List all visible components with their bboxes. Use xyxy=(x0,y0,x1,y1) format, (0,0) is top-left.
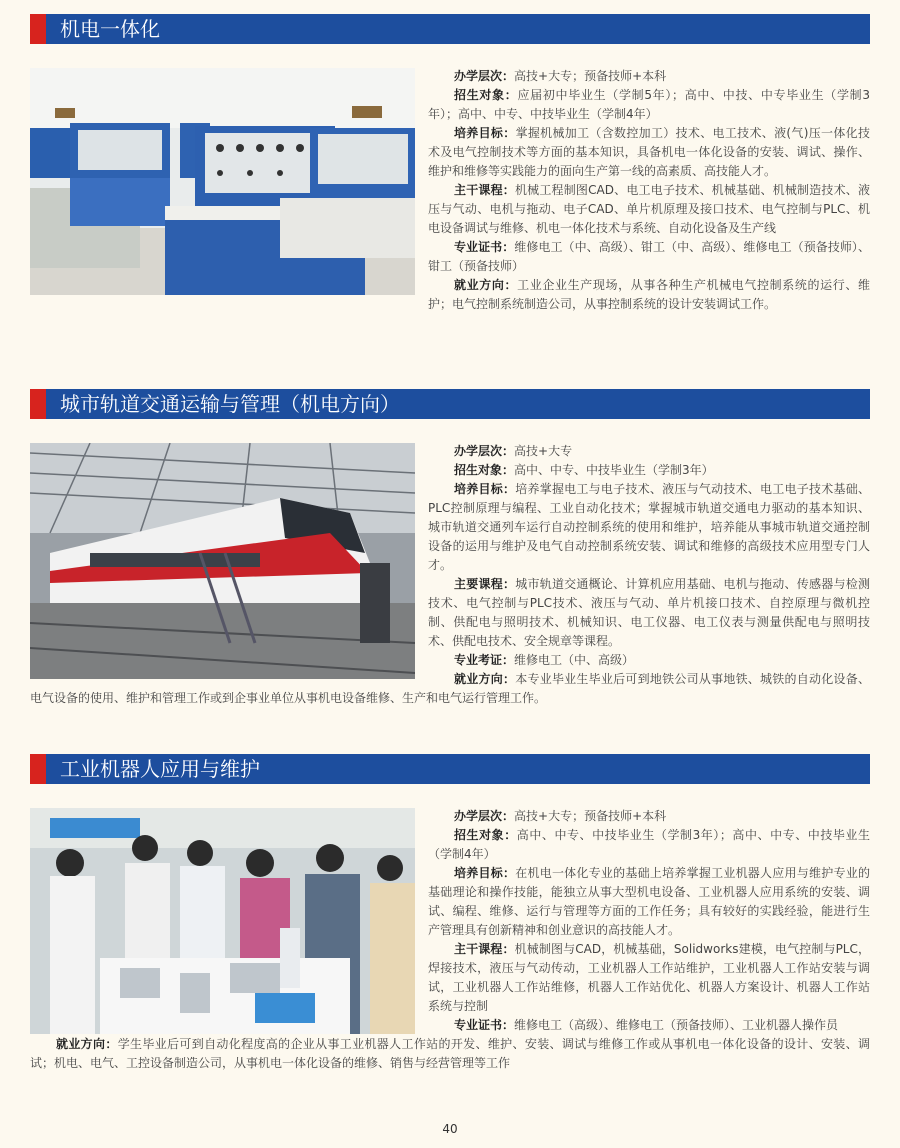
info-item: 就业方向：学生毕业后可到自动化程度高的企业从事工业机器人工作站的开发、维护、安装、调试与维修工作或从事机电一体化设备的设计、安装、调试；机电、电气、工控设备制造公司，从事机电一体化设备的维修、销售与经营管理等工作 xyxy=(30,1037,870,1070)
banner-accent xyxy=(30,389,46,419)
info-item: 办学层次：高技+大专；预备技师+本科 xyxy=(454,809,667,823)
info-item: 培养目标：掌握机械加工（含数控加工）技术、电工技术、液(气)压一体化技术及电气控制技术等方面的基本知识，具备机电一体化设备的安装、调试、操作、维护和维修等实践能力的面向生产第一线的高素质、高技能人才。 xyxy=(428,126,870,178)
info-item: 主干课程：机械制图与CAD，机械基础，Solidworks建模，电气控制与PLC，焊接技术，液压与气动传动，工业机器人工作站维护，工业机器人工作站安装与调试，工业机器人工作站维修，机器人工作站优化、机器人方案设计、机器人工作站系统与控制 xyxy=(428,942,870,1013)
info-item: 招生对象：高中、中专、中技毕业生（学制3年） xyxy=(454,463,714,477)
section-text-industrial-robot xyxy=(30,807,870,1073)
banner-accent xyxy=(30,754,46,784)
page-number: 40 xyxy=(442,1122,458,1136)
info-item: 主干课程：机械工程制图CAD、电工电子技术、机械基础、机械制造技术、液压与气动、电机与拖动、电子CAD、单片机原理及接口技术、电气控制与PLC、机电设备调试与维修、机电一体化技术与系统、自动化设备及生产线 xyxy=(428,183,870,235)
info-item: 专业证书：维修电工（中、高级）、钳工（中、高级）、维修电工（预备技师）、钳工（预备技师） xyxy=(428,240,870,273)
banner-accent xyxy=(30,14,46,44)
image-spacer xyxy=(30,67,428,313)
image-spacer xyxy=(30,807,428,1035)
section-banner-industrial-robot xyxy=(30,754,870,784)
info-item: 招生对象：高中、中专、中技毕业生（学制3年）；高中、中专、中技毕业生（学制4年） xyxy=(428,828,870,861)
info-item: 招生对象：应届初中毕业生（学制5年）；高中、中技、中专毕业生（学制3年）；高中、中专、中技毕业生（学制4年） xyxy=(428,88,870,121)
section-title: 工业机器人应用与维护 xyxy=(60,757,260,781)
info-item: 培养目标：在机电一体化专业的基础上培养掌握工业机器人应用与维护专业的基础理论和操作技能，能独立从事大型机电设备、工业机器人应用系统的安装、调试、编程、维修、运行与管理等方面的工作任务；具有较好的实践经验，能进行生产管理具有创新精神和创业意识的高技能人才。 xyxy=(428,866,870,937)
info-item: 办学层次：高技+大专 xyxy=(454,444,573,458)
image-spacer xyxy=(30,442,428,688)
section-text-rail-transit xyxy=(30,442,870,708)
section-title: 城市轨道交通运输与管理（机电方向） xyxy=(60,392,400,416)
info-item: 办学层次：高技+大专；预备技师+本科 xyxy=(454,69,667,83)
section-title: 机电一体化 xyxy=(60,17,160,41)
info-item: 就业方向：工业企业生产现场，从事各种生产机械电气控制系统的运行、维护；电气控制系统制造公司，从事控制系统的设计安装调试工作。 xyxy=(428,278,870,311)
info-item: 就业方向：本专业毕业生毕业后可到地铁公司从事地铁、城铁的自动化设备、电气设备的使用、维护和管理工作或到企事业单位从事机电设备维修、生产和电气运行管理工作。 xyxy=(30,672,870,705)
section-banner-rail-transit xyxy=(30,389,870,419)
info-item: 专业证书：维修电工（高级）、维修电工（预备技师）、工业机器人操作员 xyxy=(454,1018,839,1032)
info-item: 培养目标：培养掌握电工与电子技术、液压与气动技术、电工电子技术基础、PLC控制原理与编程、工业自动化技术；掌握城市轨道交通电力驱动的基本知识、城市轨道交通列车运行自动控制系统的使用和维护，培养能从事城市轨道交通控制设备的运用与维护及电气自动控制系统安装、调试和维修的高级技术应用型专门人才。 xyxy=(428,482,870,572)
section-text-mechatronics xyxy=(30,67,870,314)
info-item: 主要课程：城市轨道交通概论、计算机应用基础、电机与拖动、传感器与检测技术、电气控制与PLC技术、液压与气动、单片机接口技术、自控原理与微机控制、供配电与照明技术、机械知识、电工仪器、电工仪表与测量供配电与照明技术、供配电技术、安全规章等课程。 xyxy=(428,577,870,648)
section-banner-mechatronics xyxy=(30,14,870,44)
info-item: 专业考证：维修电工（中、高级） xyxy=(454,653,635,667)
